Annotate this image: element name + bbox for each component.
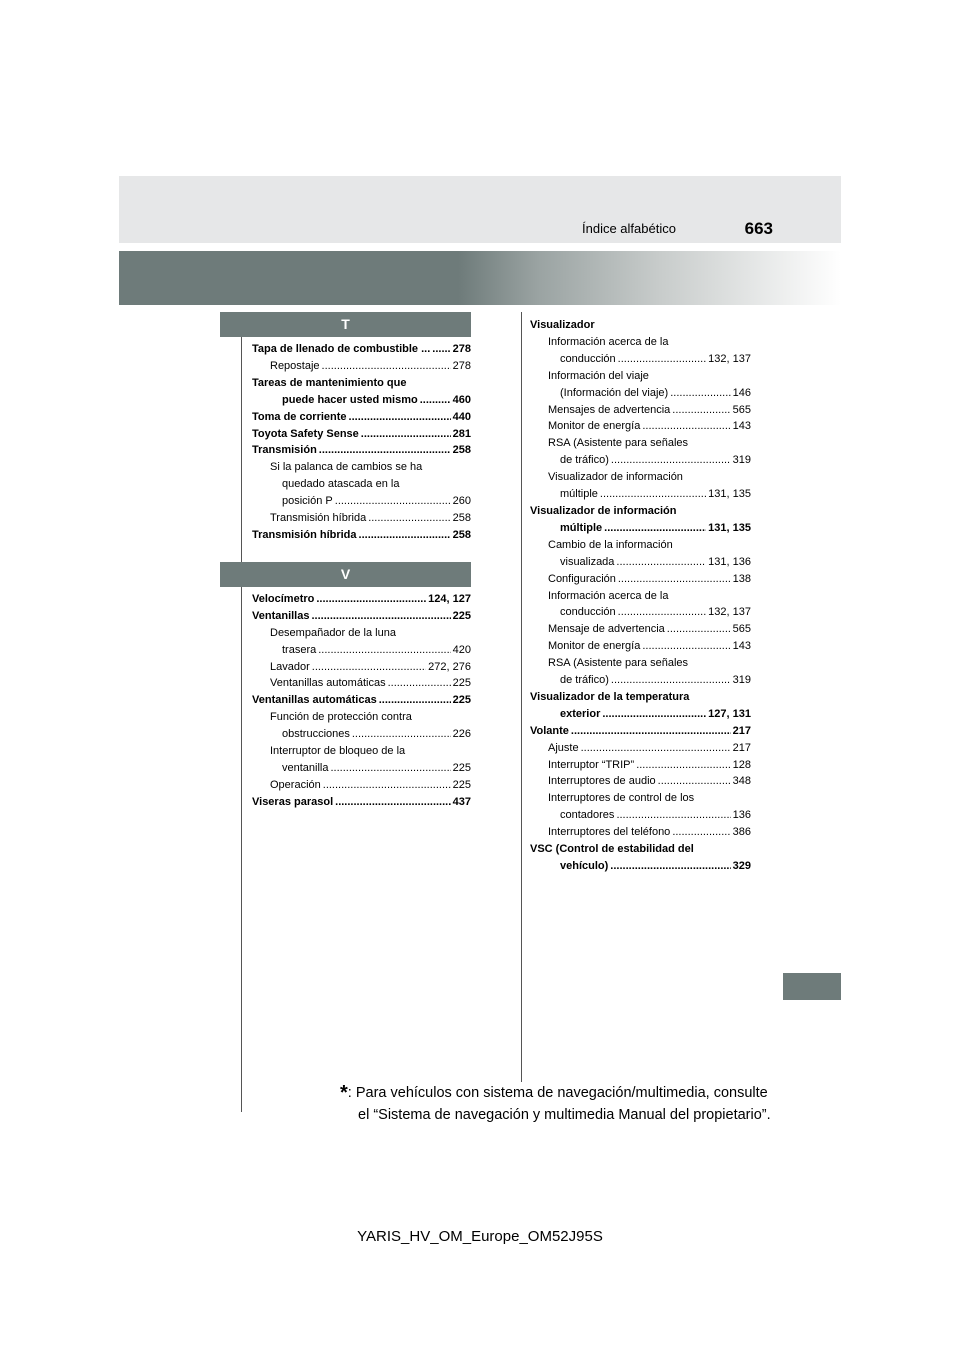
index-entry	[530, 418, 751, 435]
index-entry	[530, 503, 751, 520]
dot-leader	[636, 757, 730, 774]
index-entry-text: Información acerca de la	[548, 588, 670, 605]
index-entry-page: 225	[451, 692, 471, 709]
index-entry	[252, 743, 471, 760]
index-entry-text: Velocímetro	[252, 591, 316, 608]
index-entry-text: ventanilla	[282, 760, 330, 777]
index-entry	[530, 368, 751, 385]
index-entry	[530, 520, 751, 537]
index-entry	[252, 375, 471, 392]
dot-leader	[618, 604, 707, 621]
index-entry-page: 225	[451, 608, 471, 625]
index-entry	[252, 591, 471, 608]
index-entry	[530, 740, 751, 757]
index-entry	[530, 469, 751, 486]
index-entry-page: 386	[731, 824, 751, 841]
index-entry-page: 127, 131	[706, 706, 751, 723]
dot-leader	[571, 723, 731, 740]
index-entry-text: Operación	[270, 777, 323, 794]
index-entry	[530, 402, 751, 419]
index-entry	[530, 604, 751, 621]
index-entry-text: RSA (Asistente para señales	[548, 435, 690, 452]
index-entry	[530, 858, 751, 875]
index-entry	[530, 757, 751, 774]
index-entry	[530, 672, 751, 689]
index-entry-text: Lavador	[270, 659, 312, 676]
index-entry	[530, 824, 751, 841]
index-entry	[530, 841, 751, 858]
dot-leader	[311, 608, 450, 625]
index-entry-text: Desempañador de la luna	[270, 625, 398, 642]
dot-leader	[611, 672, 731, 689]
index-entry-text: Mensajes de advertencia	[548, 402, 672, 419]
dot-leader	[602, 706, 706, 723]
index-entry	[252, 625, 471, 642]
dot-leader	[335, 794, 451, 811]
index-entry-text: Interruptor “TRIP”	[548, 757, 636, 774]
index-entry	[530, 655, 751, 672]
index-entry-text: vehículo)	[560, 858, 610, 875]
index-entry-page: 225	[451, 777, 471, 794]
index-entry	[530, 638, 751, 655]
index-entry	[530, 706, 751, 723]
index-entry-page: 460	[451, 392, 471, 409]
index-entry	[530, 435, 751, 452]
index-entry-text: contadores	[560, 807, 616, 824]
dot-leader	[352, 726, 451, 743]
index-entry-text: Tareas de mantenimiento que	[252, 375, 408, 392]
index-entry-page: 132, 137	[706, 351, 751, 368]
index-entry-text: Transmisión híbrida	[270, 510, 368, 527]
dot-leader	[667, 621, 731, 638]
index-entry-text: puede hacer usted mismo	[282, 392, 420, 409]
index-entry-page: 565	[731, 402, 751, 419]
index-entry-text: Repostaje	[270, 358, 322, 375]
index-entry-text: Visualizador de la temperatura	[530, 689, 691, 706]
index-entry-page: 258	[451, 510, 471, 527]
index-entry-text: Transmisión	[252, 442, 319, 459]
left-index-column	[220, 312, 471, 811]
dot-leader	[642, 418, 730, 435]
index-entry-text: Cambio de la información	[548, 537, 675, 554]
index-entry-text: Información del viaje	[548, 368, 651, 385]
dot-leader	[600, 486, 706, 503]
column-divider	[521, 312, 522, 1082]
index-entry	[530, 790, 751, 807]
dot-leader	[616, 554, 706, 571]
footnote	[340, 1082, 771, 1126]
index-entry-text: conducción	[560, 604, 618, 621]
index-entry-text: exterior	[560, 706, 602, 723]
index-entry-text: Volante	[530, 723, 571, 740]
index-entry-page: 440	[451, 409, 471, 426]
index-entry	[530, 486, 751, 503]
header-band	[119, 176, 841, 243]
index-entry	[252, 510, 471, 527]
index-entry-page: 128	[731, 757, 751, 774]
dot-leader	[658, 773, 731, 790]
dot-leader	[642, 638, 730, 655]
index-entry-text: Viseras parasol	[252, 794, 335, 811]
index-entry-text: trasera	[282, 642, 318, 659]
index-entry	[252, 459, 471, 476]
decorative-gradient-band	[119, 251, 841, 305]
index-entry	[530, 773, 751, 790]
dot-leader	[604, 520, 706, 537]
index-entry-text: Interruptores de control de los	[548, 790, 696, 807]
index-entry-page: 278	[451, 341, 471, 358]
index-entry-page: 131, 136	[706, 554, 751, 571]
index-entry-page: 258	[451, 527, 471, 544]
dot-leader	[312, 659, 426, 676]
index-entry-text: Visualizador	[530, 317, 597, 334]
index-entry	[252, 409, 471, 426]
index-entry-text: Monitor de energía	[548, 638, 642, 655]
footnote-marker: *	[340, 1082, 348, 1104]
index-entry	[530, 554, 751, 571]
index-entry	[252, 726, 471, 743]
index-entry	[252, 777, 471, 794]
index-entry-text: múltiple	[560, 520, 604, 537]
index-entry-text: VSC (Control de estabilidad del	[530, 841, 696, 858]
index-entry	[530, 723, 751, 740]
section-title: Índice alfabético	[582, 221, 676, 236]
index-entry	[530, 334, 751, 351]
index-entry-text: Ajuste	[548, 740, 581, 757]
index-entry-page: 278	[451, 358, 471, 375]
index-entry	[252, 709, 471, 726]
entry-list	[220, 341, 471, 544]
index-entry-text: Si la palanca de cambios se ha	[270, 459, 424, 476]
letter-heading: V	[220, 562, 471, 587]
index-entry-page: 565	[731, 621, 751, 638]
index-entry	[252, 426, 471, 443]
index-entry-page: 226	[451, 726, 471, 743]
index-entry-page: 124, 127	[426, 591, 471, 608]
dot-leader	[368, 510, 450, 527]
index-entry	[530, 689, 751, 706]
index-entry-text: Transmisión híbrida	[252, 527, 359, 544]
dot-leader	[616, 807, 730, 824]
index-entry	[530, 621, 751, 638]
index-entry-page: 131, 135	[706, 520, 751, 537]
index-entry-text: múltiple	[560, 486, 600, 503]
footnote-line-2: el “Sistema de navegación y multimedia Manual del propietario”.	[358, 1107, 771, 1123]
index-entry	[252, 608, 471, 625]
dot-leader	[349, 409, 451, 426]
index-entry-page: 132, 137	[706, 604, 751, 621]
dot-leader	[432, 341, 450, 358]
dot-leader	[359, 527, 451, 544]
index-entry-page: 225	[451, 675, 471, 692]
index-entry-text: posición P	[282, 493, 335, 510]
index-entry	[252, 692, 471, 709]
index-entry-page: 138	[731, 571, 751, 588]
index-entry	[530, 571, 751, 588]
index-entry-page: 131, 135	[706, 486, 751, 503]
dot-leader	[318, 642, 450, 659]
dot-leader	[319, 442, 451, 459]
index-entry	[530, 351, 751, 368]
index-entry-text: Interruptores del teléfono	[548, 824, 672, 841]
index-entry-page: 146	[731, 385, 751, 402]
dot-leader	[316, 591, 426, 608]
index-entry-page: 143	[731, 418, 751, 435]
index-entry	[530, 807, 751, 824]
index-entry-page: 217	[731, 723, 751, 740]
index-entry-page: 437	[451, 794, 471, 811]
index-entry-text: Visualizador de información	[548, 469, 685, 486]
page-number: 663	[744, 219, 773, 238]
index-entry-text: Interruptor de bloqueo de la	[270, 743, 407, 760]
index-entry	[530, 588, 751, 605]
dot-leader	[672, 824, 730, 841]
document-code: YARIS_HV_OM_Europe_OM52J95S	[357, 1228, 603, 1245]
right-index-column	[530, 317, 751, 875]
dot-leader	[618, 351, 707, 368]
index-entry	[252, 675, 471, 692]
index-entry	[530, 452, 751, 469]
index-entry	[252, 358, 471, 375]
index-entry-text: obstrucciones	[282, 726, 352, 743]
index-entry-page: 420	[451, 642, 471, 659]
dot-leader	[670, 385, 730, 402]
index-entry-page: 329	[731, 858, 751, 875]
index-entry-text: (Información del viaje)	[560, 385, 670, 402]
index-entry-text: Toyota Safety Sense	[252, 426, 361, 443]
index-entry	[252, 341, 471, 358]
index-entry	[252, 527, 471, 544]
dot-leader	[322, 358, 451, 375]
letter-heading: T	[220, 312, 471, 337]
dot-leader	[330, 760, 450, 777]
index-entry-text: Información acerca de la	[548, 334, 670, 351]
index-entry-page: 136	[731, 807, 751, 824]
index-entry-page: 143	[731, 638, 751, 655]
index-entry-page: 348	[731, 773, 751, 790]
index-entry-text: Ventanillas automáticas	[270, 675, 388, 692]
index-entry-text: quedado atascada en la	[282, 476, 401, 493]
index-entry	[530, 317, 751, 334]
index-entry-text: Función de protección contra	[270, 709, 414, 726]
index-entry	[252, 476, 471, 493]
dot-leader	[335, 493, 451, 510]
index-entry	[530, 537, 751, 554]
index-entry-text: Toma de corriente	[252, 409, 349, 426]
index-entry-text: Visualizador de información	[530, 503, 679, 520]
dot-leader	[379, 692, 451, 709]
dot-leader	[361, 426, 451, 443]
index-entry-page: 319	[731, 452, 751, 469]
dot-leader	[610, 858, 730, 875]
dot-leader	[581, 740, 731, 757]
index-entry-page: 281	[451, 426, 471, 443]
dot-leader	[672, 402, 730, 419]
dot-leader	[611, 452, 731, 469]
index-entry-text: RSA (Asistente para señales	[548, 655, 690, 672]
index-entry-text: visualizada	[560, 554, 616, 571]
index-entry-text: Ventanillas automáticas	[252, 692, 379, 709]
index-entry-page: 260	[451, 493, 471, 510]
index-entry-text: de tráfico)	[560, 452, 611, 469]
index-entry-page: 319	[731, 672, 751, 689]
index-entry-text: Tapa de llenado de combustible ...	[252, 341, 432, 358]
footnote-line-1: : Para vehículos con sistema de navegación/multimedia, consulte	[347, 1085, 768, 1101]
index-entry-text: Monitor de energía	[548, 418, 642, 435]
dot-leader	[323, 777, 451, 794]
index-entry	[252, 659, 471, 676]
index-entry	[252, 392, 471, 409]
entry-list	[220, 591, 471, 811]
dot-leader	[388, 675, 451, 692]
index-entry-text: conducción	[560, 351, 618, 368]
index-entry-text: Mensaje de advertencia	[548, 621, 667, 638]
index-entry-page: 272, 276	[426, 659, 471, 676]
dot-leader	[420, 392, 451, 409]
index-entry-text: Interruptores de audio	[548, 773, 658, 790]
index-entry-page: 225	[451, 760, 471, 777]
index-entry	[252, 493, 471, 510]
index-entry-page: 258	[451, 442, 471, 459]
index-entry	[252, 760, 471, 777]
index-entry	[252, 794, 471, 811]
chapter-thumb-tab	[783, 973, 841, 1000]
index-entry	[530, 385, 751, 402]
index-entry-text: Configuración	[548, 571, 618, 588]
index-entry-page: 217	[731, 740, 751, 757]
index-entry-text: Ventanillas	[252, 608, 311, 625]
index-entry	[252, 442, 471, 459]
index-entry-text: de tráfico)	[560, 672, 611, 689]
index-entry	[252, 642, 471, 659]
dot-leader	[618, 571, 731, 588]
